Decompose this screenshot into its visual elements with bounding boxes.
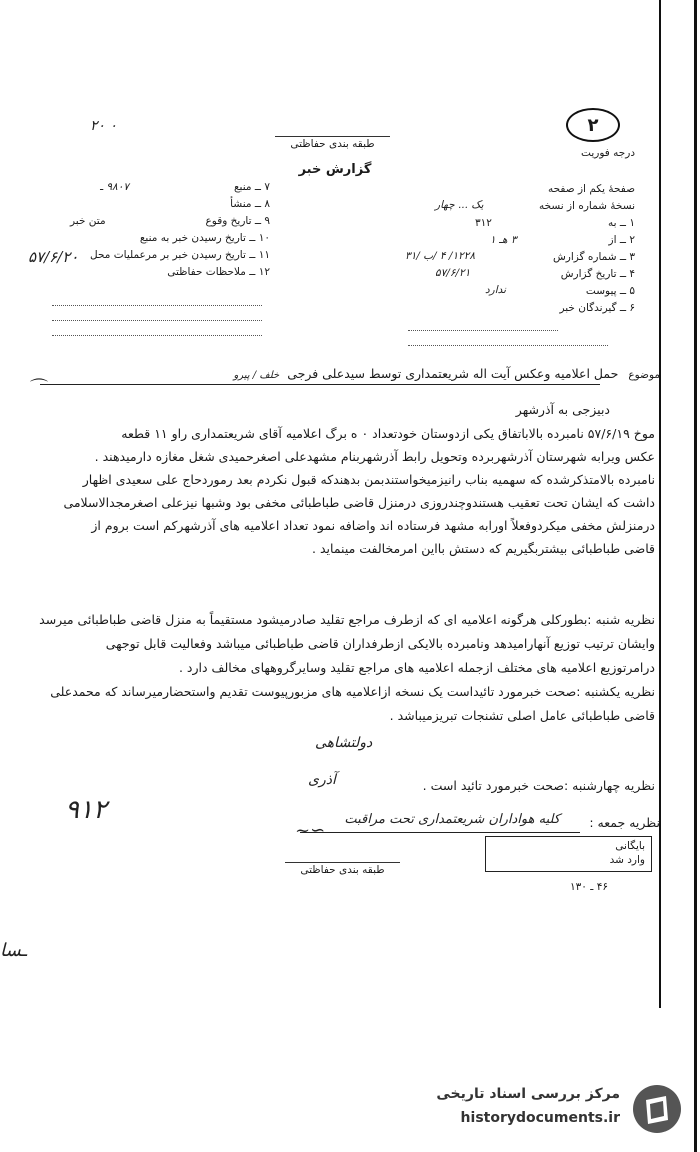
dotted-line <box>52 305 262 306</box>
body-line: درمنزلش مخفی میکردوفعلاً اورابه مشهد فرستاده اند واضافه نمود تعداد اعلامیه های آذرشهرکم است بروم از <box>91 518 655 533</box>
classification-bottom-label: طبقه بندی حفاظتی <box>300 864 385 876</box>
left-field-occurrence: ۹ ــ تاریخ وقوع متن خبر <box>70 215 270 227</box>
dotted-line <box>408 345 608 346</box>
report-title: گزارش خبر <box>298 162 372 177</box>
field-value: ۳۱۲ <box>475 217 492 229</box>
classification-top-label: طبقه بندی حفاظتی <box>290 138 375 150</box>
subject-line <box>60 366 660 381</box>
opinion-handwriting: دولتشاهی <box>315 735 373 751</box>
left-field-received-ops: ۱۱ ــ تاریخ رسیدن خبر بر مرعملیات محل <box>90 249 270 261</box>
archive-stamp-line1: بایگانی <box>615 840 645 852</box>
scan-border-line <box>659 0 661 1008</box>
subject-text: حمل اعلامیه وعکس آیت اله شریعتمداری توسط سیدعلی فرجی <box>287 366 619 381</box>
dotted-line <box>408 330 558 331</box>
dotted-line <box>52 335 262 336</box>
signature-scribble: ~∽ <box>295 820 326 841</box>
field-value: ۱۲۲۸/ ۴ /ب /۳۱ <box>405 250 476 262</box>
left-fields <box>40 180 270 282</box>
page-number-value: ۲ <box>587 114 599 136</box>
wednesday-handwriting: آذری <box>308 772 336 788</box>
opinion-line: قاضی طباطبائی عامل اصلی تشنجات تبریزمیباشد . <box>389 708 655 723</box>
page-number-stamp <box>566 108 620 142</box>
classification-box-top <box>275 136 390 155</box>
friday-underline <box>300 832 580 833</box>
archive-stamp <box>485 836 652 872</box>
body-line: داشت که ایشان تحت تعقیب هستندوچندروزی درمنزل قاضی طباطبائی مخفی بود وشبها نیزعلی اصغرمجدالاسلامی <box>63 495 655 510</box>
opinion-line: درامرتوزیع اعلامیه های مختلف ازجمله اعلامیه های مراجع تقلید وسایرگروههای مخالف دارد . <box>178 660 655 675</box>
opinion-line: نظریه یکشنبه :صحت خبرمورد تائیداست یک نسخه ازاعلامیه های مزبورپیوست تقدیم واستحضارمیرساند که محمدعلی <box>50 684 655 699</box>
right-field-recipients: ۶ ــ گیرندگان خبر <box>559 302 635 314</box>
left-field-security-notes: ۱۲ ــ ملاحظات حفاظتی <box>167 266 270 278</box>
scan-edge-line <box>694 0 697 1152</box>
wednesday-opinion: نظریه چهارشنبه :صحت خبرمورد تائید است . <box>422 778 655 793</box>
opinions <box>15 612 655 732</box>
right-field-report-date: ۴ ــ تاریخ گزارش ۵۷/۶/۲۱ <box>435 267 635 280</box>
scribble-mark: ⌒ <box>30 378 48 399</box>
body-line: عکس ویرابه شهرستان آذرشهربرده وتحویل رابط آذرشهربنام مشهدعلی اصغرحمیدی شغل مغازه دارمیدهند . <box>94 449 655 464</box>
margin-number: ۹۱۲ <box>65 795 107 825</box>
friday-opinion: نظریه جمعه : <box>589 815 660 830</box>
left-field-source <box>40 180 270 197</box>
subject-annotation: خلف / پیرو <box>233 370 280 381</box>
watermark-url: historydocuments.ir <box>460 1110 620 1126</box>
watermark <box>400 1082 695 1150</box>
left-field-origin: ۸ ــ منشأ <box>230 198 270 210</box>
opinion-line: نظریه شنبه :بطورکلی هرگونه اعلامیه ای که ازطرف مراجع تقلید صادرمیشود مستقیماً به منزل قاضی طباطبائی میرسد <box>39 612 655 627</box>
watermark-logo-icon <box>630 1082 685 1137</box>
right-field-page: صفحهٔ یکم از صفحه <box>548 183 635 195</box>
top-handwriting: ۲۰ ۰ <box>90 118 118 134</box>
addressee: دبیزجی به آذرشهر <box>515 402 610 417</box>
field-value: متن خبر <box>70 215 106 227</box>
right-field-report-number: ۳ ــ شماره گزارش ۱۲۲۸/ ۴ /ب /۳۱ <box>405 250 635 263</box>
opinion-line: وایشان ترتیب توزیع آنهارامیدهد ونامبرده بالایکی ازطرفداران قاضی طباطبائی میباشد وفعالیت قابل توجهی <box>105 636 655 651</box>
margin-scribble: ـسا <box>0 940 27 961</box>
friday-handwriting: کلیه هواداران شریعتمداری تحت مراقبت <box>344 812 560 827</box>
archive-stamp-line2: وارد شد <box>609 854 645 866</box>
field-value: ندارد <box>485 284 507 296</box>
field-value: ۳ هـ ۱ <box>490 234 517 246</box>
field-value: ۹۸۰۷ ـ <box>100 181 129 193</box>
field-value: یک ... چهار <box>435 199 484 211</box>
form-code: ۴۶ ـ ۱۳۰ <box>570 881 608 893</box>
body-line: نامبرده بالامتذکرشده که سهمیه بناب رانیزمیخواستندبمن بدهندکه قبول نکردم بعد رموردحاج علی سعیدی اظهار <box>82 472 655 487</box>
ops-date-handwriting: ۵۷/۶/۲۰ <box>28 248 79 266</box>
subject-underline <box>40 384 600 385</box>
report-body <box>15 426 655 564</box>
field-label: ۷ ــ منبع <box>233 181 270 193</box>
urgency-label: درجه فوریت <box>581 147 635 159</box>
body-line: موخ ۵۷/۶/۱۹ نامبرده بالاباتفاق یکی ازدوستان خودتعداد ۰ ه برگ اعلامیه آقای شریعتمداری راو ۱۱ قطعه <box>121 426 655 441</box>
dotted-line <box>52 320 262 321</box>
field-value: ۵۷/۶/۲۱ <box>435 267 471 279</box>
left-field-received-source: ۱۰ ــ تاریخ رسیدن خبر به منبع <box>139 232 270 244</box>
watermark-title: مرکز بررسی اسناد تاریخی <box>436 1086 620 1102</box>
subject-label: موضوع <box>628 369 660 381</box>
right-field-copy: نسخهٔ شماره از نسخه یک ... چهار <box>435 199 635 212</box>
body-line: قاضی طباطبائی بیشتربگیریم که دستش بااین امرمخالفت مینماید . <box>312 541 655 556</box>
right-field-to: ۱ ــ به ۳۱۲ <box>475 217 635 229</box>
right-fields <box>405 182 635 318</box>
right-field-from: ۲ ــ از ۳ هـ ۱ <box>490 234 635 246</box>
right-field-attachment: ۵ ــ پیوست ندارد <box>485 284 635 297</box>
classification-box-bottom <box>285 862 400 881</box>
